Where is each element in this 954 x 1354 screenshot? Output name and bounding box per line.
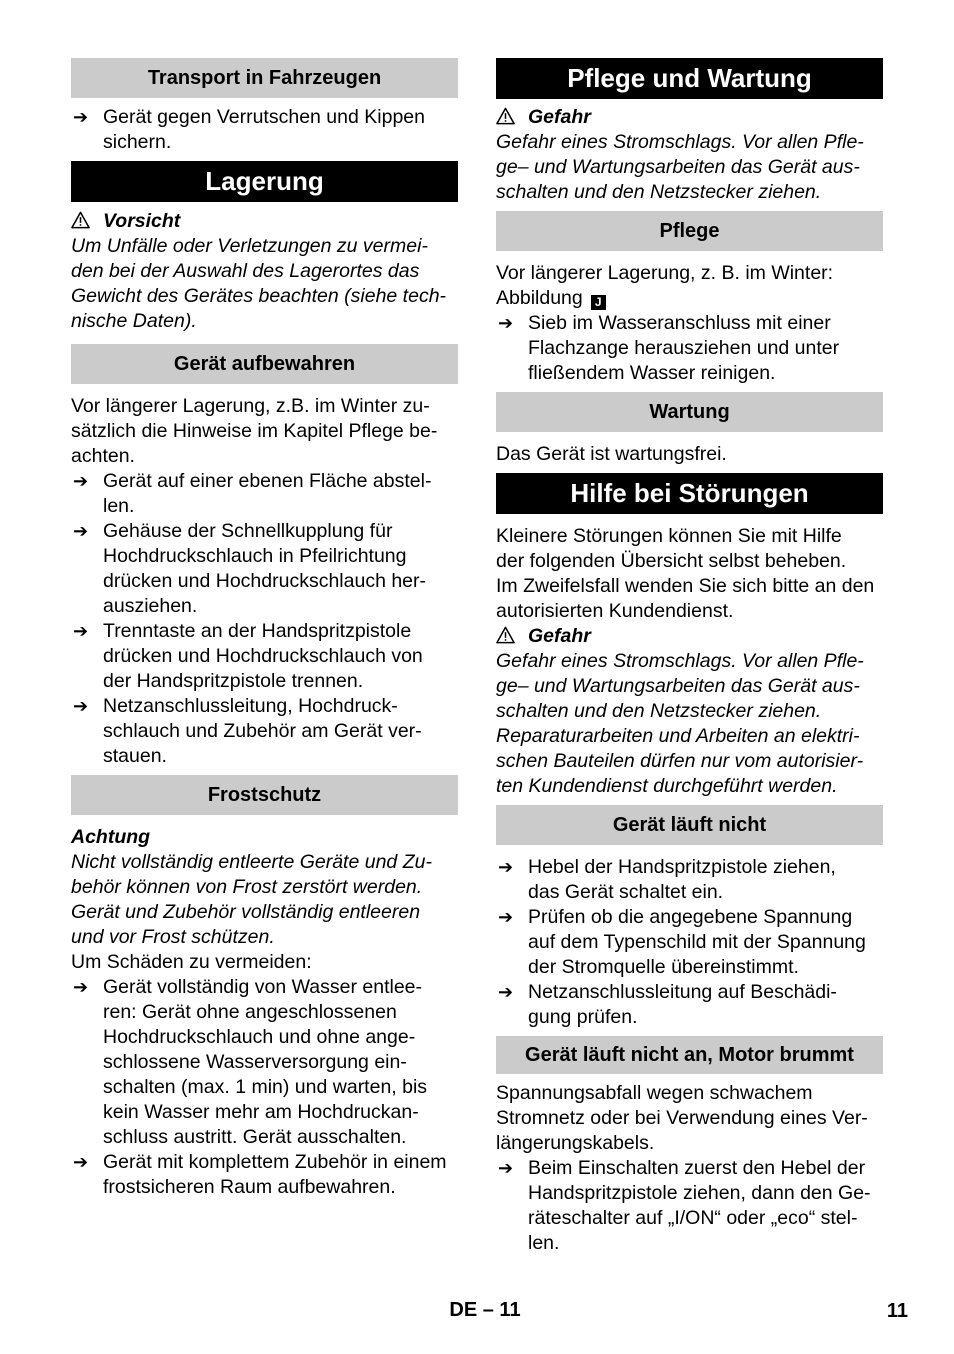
hilfe-intro: Kleinere Störungen können Sie mit Hilfe der folgenden Übersicht selbst beheben. Im Zweifelsfall wenden Sie sich bitte an den autorisierten Kundendienst. bbox=[496, 525, 875, 622]
arrow-right-icon: ➔ bbox=[73, 521, 89, 541]
left-column bbox=[71, 58, 458, 1200]
list-item: ➔ Netzanschlussleitung, Hochdruck- schlauch und Zubehör am Gerät ver- stauen. bbox=[73, 695, 422, 767]
brummt-intro: Spannungsabfall wegen schwachem Stromnetz oder bei Verwendung eines Ver- längerungskabels. bbox=[496, 1082, 868, 1154]
arrow-right-icon: ➔ bbox=[73, 696, 89, 716]
vorsicht-title: Vorsicht bbox=[71, 209, 458, 234]
list-item: ➔ Netzanschlussleitung auf Beschädi- gung prüfen. bbox=[498, 981, 837, 1028]
achtung-text: Nicht vollständig entleerte Geräte und Zu- behör können von Frost zerstört werden. Gerät und Zubehör vollständig entleeren und vor Frost schützen. bbox=[71, 851, 432, 948]
arrow-right-icon: ➔ bbox=[498, 857, 514, 877]
pflege-intro: Vor längerer Lagerung, z. B. im Winter: Abbildung J bbox=[496, 262, 834, 309]
transport-heading: Transport in Fahrzeugen bbox=[71, 58, 458, 98]
warning-triangle-icon bbox=[71, 211, 90, 229]
list-item: ➔ Beim Einschalten zuerst den Hebel der Handspritzpistole ziehen, dann den Ge- räteschalter auf „I/ON“ oder „eco“ stel- len. bbox=[498, 1157, 871, 1254]
gefahr-title: Gefahr bbox=[496, 105, 883, 130]
arrow-right-icon: ➔ bbox=[498, 907, 514, 927]
right-column bbox=[496, 58, 883, 1256]
arrow-right-icon: ➔ bbox=[73, 107, 89, 127]
aufbewahren-intro: Vor längerer Lagerung, z.B. im Winter zu- sätzlich die Hinweise im Kapitel Pflege be- achten. bbox=[71, 395, 438, 467]
arrow-right-icon: ➔ bbox=[498, 1158, 514, 1178]
gefahr-title: Gefahr bbox=[496, 624, 883, 649]
gefahr-text: Gefahr eines Stromschlags. Vor allen Pfle- ge– und Wartungsarbeiten das Gerät aus- schalten und den Netzstecker ziehen. Reparaturarbeiten und Arbeiten an elektri- schen Bauteilen dürfen nur vom autorisier- ten Kundendienst durchgeführt werden. bbox=[496, 650, 864, 797]
brummt-heading: Gerät läuft nicht an, Motor brummt bbox=[496, 1036, 883, 1074]
pflege-wartung-heading: Pflege und Wartung bbox=[496, 58, 883, 99]
wartung-text: Das Gerät ist wartungsfrei. bbox=[496, 443, 727, 465]
hilfe-heading: Hilfe bei Störungen bbox=[496, 473, 883, 514]
list-item: ➔ Hebel der Handspritzpistole ziehen, das Gerät schaltet ein. bbox=[498, 856, 836, 903]
arrow-right-icon: ➔ bbox=[73, 977, 89, 997]
pflege-heading: Pflege bbox=[496, 211, 883, 251]
arrow-right-icon: ➔ bbox=[73, 471, 89, 491]
arrow-right-icon: ➔ bbox=[73, 1152, 89, 1172]
list-item: ➔ Gerät gegen Verrutschen und Kippen sichern. bbox=[73, 106, 425, 153]
aufbewahren-heading: Gerät aufbewahren bbox=[71, 344, 458, 384]
laeuft-nicht-heading: Gerät läuft nicht bbox=[496, 805, 883, 845]
footer-page-label: DE – 11 bbox=[449, 1299, 521, 1321]
frostschutz-heading: Frostschutz bbox=[71, 775, 458, 815]
achtung-title: Achtung bbox=[71, 826, 151, 848]
list-item: ➔ Gerät auf einer ebenen Fläche abstel- len. bbox=[73, 470, 432, 517]
wartung-heading: Wartung bbox=[496, 392, 883, 432]
frost-intro: Um Schäden zu vermeiden: bbox=[71, 951, 312, 973]
warning-triangle-icon bbox=[496, 626, 515, 644]
page-number: 11 bbox=[886, 1300, 908, 1322]
arrow-right-icon: ➔ bbox=[73, 621, 89, 641]
arrow-right-icon: ➔ bbox=[498, 313, 514, 333]
list-item: ➔ Prüfen ob die angegebene Spannung auf dem Typenschild mit der Spannung der Stromquelle übereinstimmt. bbox=[498, 906, 866, 978]
gefahr-text: Gefahr eines Stromschlags. Vor allen Pfle- ge– und Wartungsarbeiten das Gerät aus- schalten und den Netzstecker ziehen. bbox=[496, 131, 864, 203]
list-item: ➔ Sieb im Wasseranschluss mit einer Flachzange herausziehen und unter fließendem Wasser reinigen. bbox=[498, 312, 840, 384]
list-item: ➔ Gerät mit komplettem Zubehör in einem frostsicheren Raum aufbewahren. bbox=[73, 1151, 447, 1198]
figure-label-badge: J bbox=[591, 295, 606, 310]
arrow-right-icon: ➔ bbox=[498, 982, 514, 1002]
list-item: ➔ Gerät vollständig von Wasser entlee- ren: Gerät ohne angeschlossenen Hochdruckschlauch und ohne ange- schlossene Wasserversorgung ein- schalten (max. 1 min) und warten, bis kein Wasser mehr am Hochdruckan- schluss austritt. Gerät ausschalten. bbox=[73, 976, 428, 1148]
lagerung-heading: Lagerung bbox=[71, 161, 458, 202]
warning-triangle-icon bbox=[496, 107, 515, 125]
vorsicht-text: Um Unfälle oder Verletzungen zu vermei- den bei der Auswahl des Lagerortes das Gewicht des Gerätes beachten (siehe tech- nische Daten). bbox=[71, 235, 447, 332]
list-item: ➔ Gehäuse der Schnellkupplung für Hochdruckschlauch in Pfeilrichtung drücken und Hochdruckschlauch her- ausziehen. bbox=[73, 520, 427, 617]
list-item: ➔ Trenntaste an der Handspritzpistole drücken und Hochdruckschlauch von der Handspritzpistole trennen. bbox=[73, 620, 423, 692]
